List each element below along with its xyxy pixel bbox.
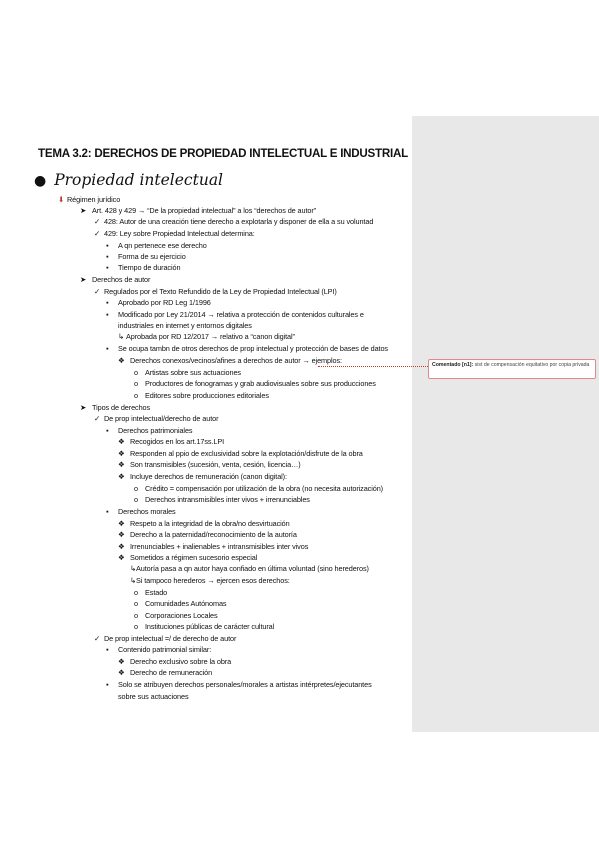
list-item-text: Derechos patrimoniales [118,426,193,435]
list-bullet-icon: ✓ [94,229,101,238]
list-bullet-icon: ↳ [118,332,125,341]
list-bullet-icon: ❖ [118,657,125,666]
list-item-text: Corporaciones Locales [145,611,218,620]
list-bullet-icon: ❖ [118,449,125,458]
list-bullet-icon: o [134,599,139,608]
list-item-text: Contenido patrimonial similar: [118,645,212,654]
list-item-text: Respeto a la integridad de la obra/no desvirtuación [130,519,290,528]
list-item-text: A qn pertenece ese derecho [118,241,207,250]
list-item-text: Comunidades Autónomas [145,599,227,608]
list-bullet-icon: ▪ [106,298,109,307]
bullet-icon: ● [34,173,47,189]
list-item-text: industriales en internet y entornos digitales [118,321,252,330]
list-bullet-icon: ❖ [118,553,125,562]
list-bullet-icon: o [134,391,139,400]
list-item-text: Derechos de autor [92,275,151,284]
list-bullet-icon: ▪ [106,310,109,319]
comment-connector-line [318,366,428,368]
list-item-text: Sometidos a régimen sucesorio especial [130,553,258,562]
list-item-text: Derecho de remuneración [130,668,213,677]
list-bullet-icon: ❖ [118,356,125,365]
list-item-text: Se ocupa tambn de otros derechos de prop intelectual y protección de bases de datos [118,344,388,353]
list-item-text: Regulados por el Texto Refundido de la Ley de Propiedad Intelectual (LPI) [104,287,337,296]
list-item-text: Instituciones públicas de carácter cultural [145,622,275,631]
document-title: TEMA 3.2: DERECHOS DE PROPIEDAD INTELECTUAL E INDUSTRIAL [38,147,408,160]
list-bullet-icon: ❖ [118,460,125,469]
list-item-text: Responden al ppio de exclusividad sobre la explotación/disfrute de la obra [130,449,363,458]
list-item-text: Aprobado por RD Leg 1/1996 [118,298,211,307]
list-item-text: Editores sobre producciones editoriales [145,391,269,400]
list-item-text: Aprobada por RD 12/2017 → relativo a “canon digital” [126,332,295,341]
list-bullet-icon: ▪ [106,680,109,689]
list-item-text: De prop intelectual =/ de derecho de autor [104,634,237,643]
list-item-text: Irrenunciables + inalienables + intransmisibles inter vivos [130,542,309,551]
list-bullet-icon: ❖ [118,519,125,528]
list-bullet-icon: ➤ [80,403,87,412]
section-heading [34,171,223,189]
list-bullet-icon: ↳ [130,564,137,573]
list-item-text: 429: Ley sobre Propiedad Intelectual determina: [104,229,255,238]
list-item-text: Derechos morales [118,507,176,516]
list-bullet-icon: ✓ [94,287,101,296]
list-item-text: Solo se atribuyen derechos personales/morales a artistas intérpretes/ejecutantes [118,680,372,689]
list-item-text: Modificado por Ley 21/2014 → relativa a protección de contenidos culturales e [118,310,364,319]
list-item-text: Productores de fonogramas y grab audiovisuales sobre sus producciones [145,379,376,388]
list-item-text: sobre sus actuaciones [118,692,189,701]
list-bullet-icon: ▪ [106,252,109,261]
section-heading-text: Propiedad intelectual [54,171,224,189]
list-item-text: Art. 428 y 429 → “De la propiedad intelectual” a los “derechos de autor” [92,206,316,215]
list-bullet-icon: ✓ [94,634,101,643]
comments-margin-pane [412,116,599,732]
list-bullet-icon: o [134,588,139,597]
list-item-text: Artistas sobre sus actuaciones [145,368,241,377]
list-bullet-icon: ❖ [118,530,125,539]
list-bullet-icon: ✓ [94,217,101,226]
comment-balloon[interactable] [428,359,596,379]
list-bullet-icon: o [134,484,139,493]
list-bullet-icon: ❖ [118,542,125,551]
list-item-text: Tiempo de duración [118,263,181,272]
list-bullet-icon: ▪ [106,241,109,250]
list-item-text: Forma de su ejercicio [118,252,186,261]
list-bullet-icon: ▪ [106,426,109,435]
list-bullet-icon: ➤ [80,275,87,284]
list-bullet-icon: ❖ [118,437,125,446]
list-item-text: Incluye derechos de remuneración (canon digital): [130,472,287,481]
list-bullet-icon: o [134,368,139,377]
list-bullet-icon: ▪ [106,645,109,654]
list-item-text: Si tampoco herederos → ejercen esos derechos: [136,576,290,585]
list-item-text: Tipos de derechos [92,403,151,412]
comment-label: Comentado [n1]: [432,362,474,368]
list-bullet-icon: ❖ [118,472,125,481]
list-item-text: Crédito = compensación por utilización de la obra (no necesita autorización) [145,484,383,493]
list-item-text: Estado [145,588,168,597]
list-item-text: Derechos conexos/vecinos/afines a derechos de autor → ejemplos: [130,356,342,365]
list-item-text: Derecho exclusivo sobre la obra [130,657,232,666]
list-bullet-icon: ▪ [106,507,109,516]
list-bullet-icon: ▪ [106,344,109,353]
list-item-text: De prop intelectual/derecho de autor [104,414,219,423]
list-bullet-icon: o [134,622,139,631]
list-item-text: Recogidos en los art.17ss.LPI [130,437,225,446]
list-bullet-icon: ▪ [106,263,109,272]
list-bullet-icon: o [134,379,139,388]
list-item-text: Derechos intransmisibles inter vivos + irrenunciables [145,495,310,504]
list-item-text: Autoría pasa a qn autor haya confiado en última voluntad (sino herederos) [136,564,369,573]
list-item-text: Son transmisibles (sucesión, venta, cesión, licencia…) [130,460,301,469]
list-bullet-icon: o [134,611,139,620]
list-item-text: Derecho a la paternidad/reconocimiento de la autoría [130,530,297,539]
list-item-text: 428: Autor de una creación tiene derecho a explotarla y disponer de ella a su voluntad [104,217,374,226]
list-bullet-icon: ⬇ [58,195,65,204]
list-bullet-icon: o [134,495,139,504]
list-bullet-icon: ❖ [118,668,125,677]
list-bullet-icon: ↳ [130,576,137,585]
list-bullet-icon: ➤ [80,206,87,215]
comment-text: sist de compensación equitativo por copia privada [474,362,590,368]
list-bullet-icon: ✓ [94,414,101,423]
list-item-text: Régimen jurídico [67,195,121,204]
